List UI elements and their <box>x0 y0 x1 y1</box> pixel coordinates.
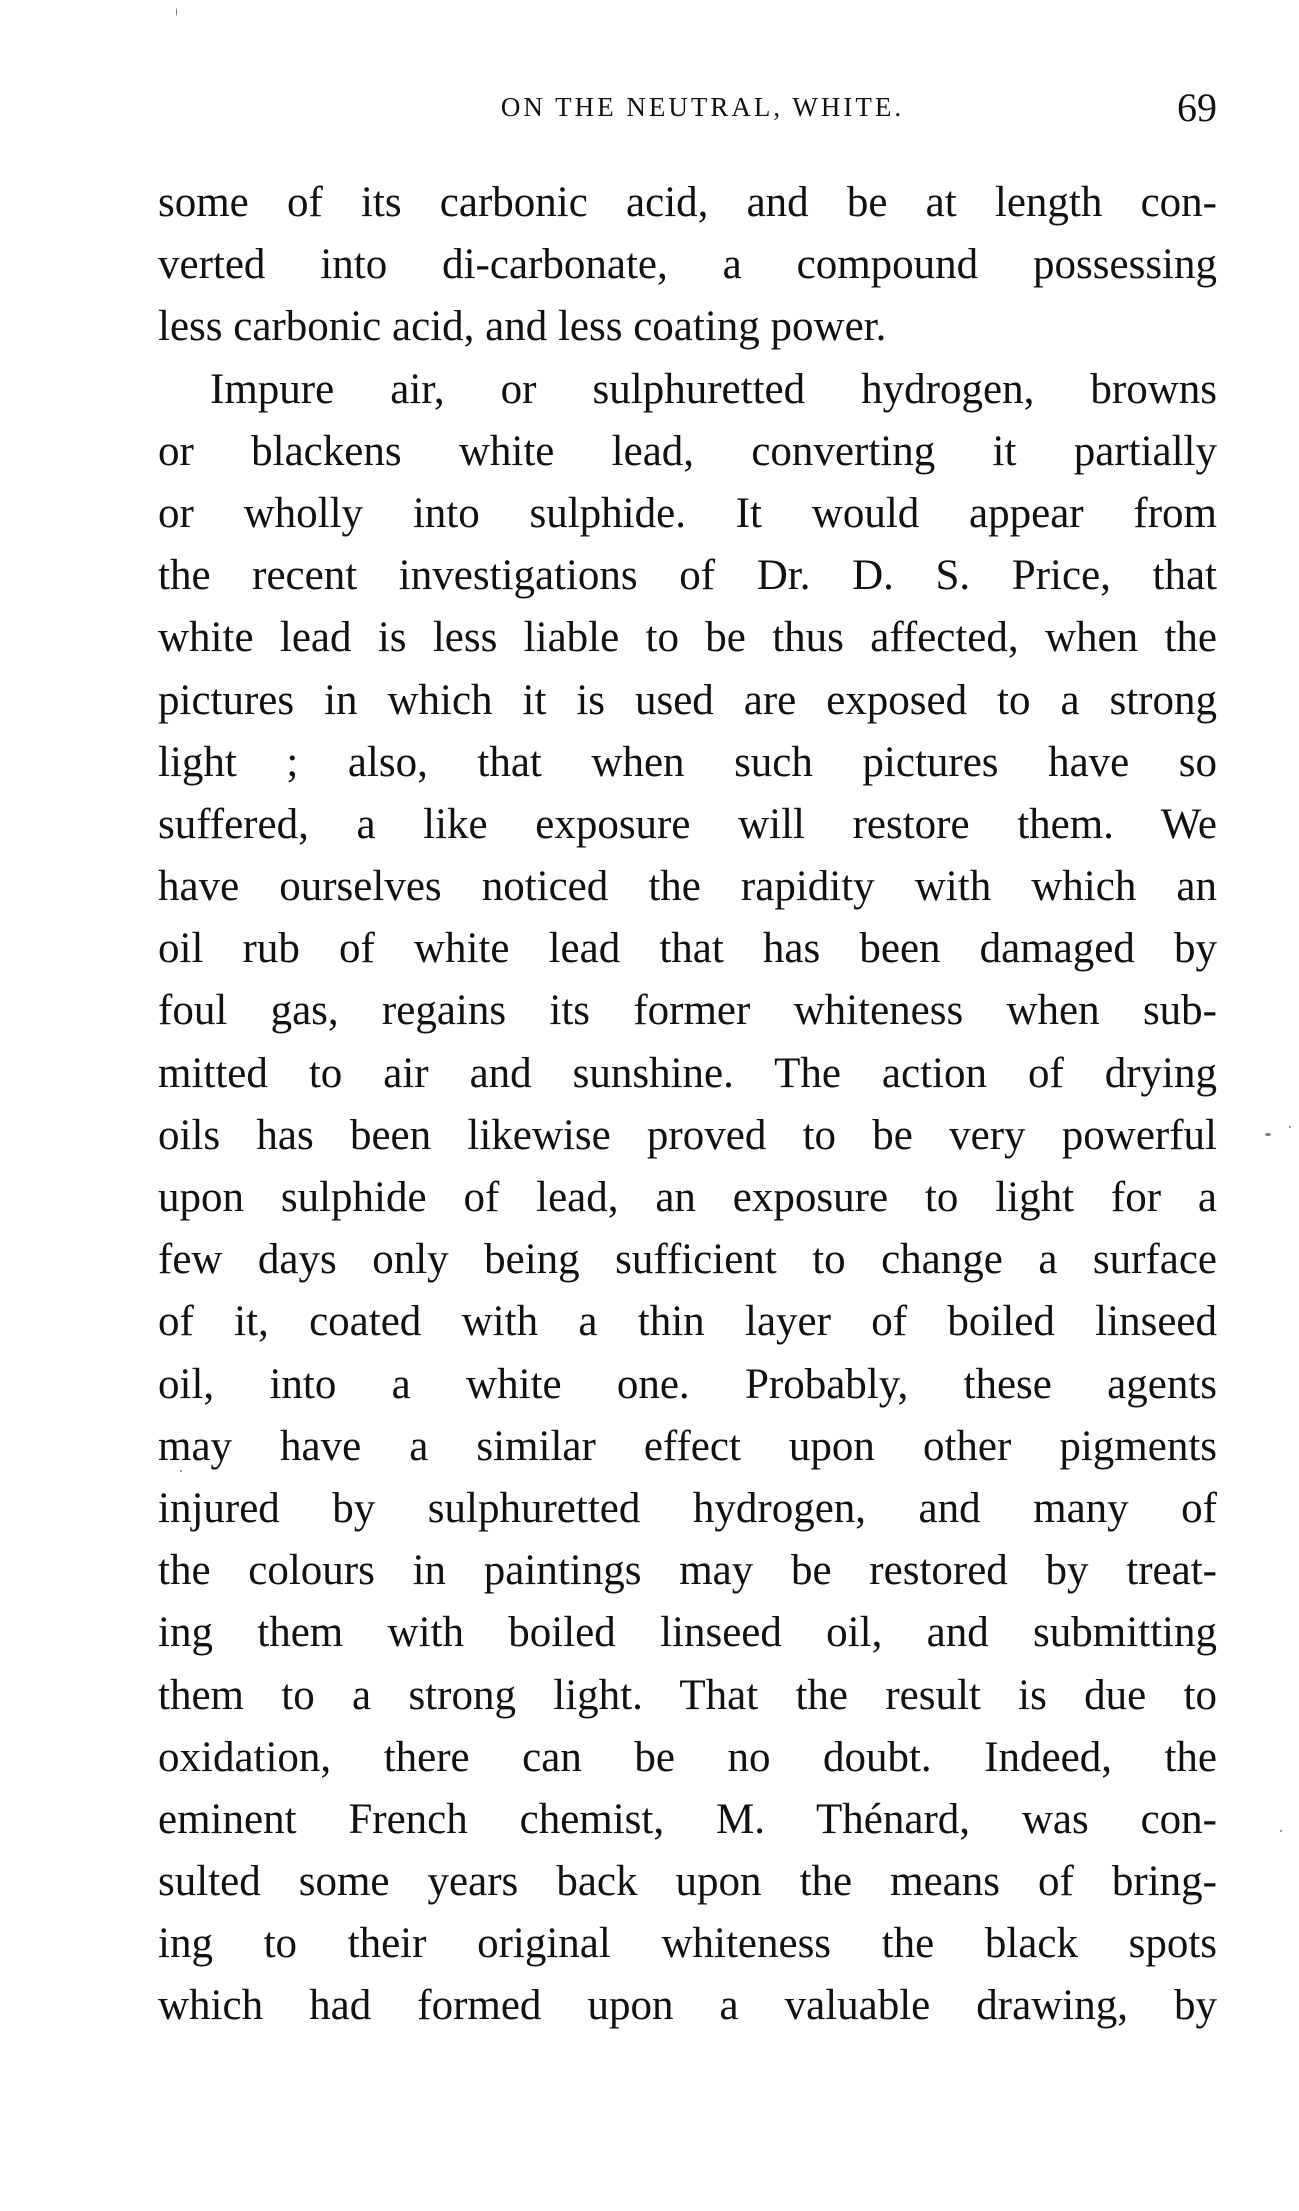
text-line: foul gas, regains its former whiteness when sub- <box>158 987 1217 1035</box>
text-line: them to a strong light. That the result is due to <box>158 1671 1217 1719</box>
scan-speck <box>176 8 177 16</box>
text-line: the colours in paintings may be restored by treat- <box>158 1547 1217 1595</box>
text-line: which had formed upon a valuable drawing, by <box>158 1982 1217 2030</box>
text-line: the recent investigations of Dr. D. S. Price, that <box>158 552 1217 600</box>
text-line: pictures in which it is used are exposed to a strong <box>158 676 1217 724</box>
scan-speck <box>1280 1830 1282 1832</box>
text-line: oil rub of white lead that has been damaged by <box>158 925 1217 973</box>
scan-speck <box>1265 1133 1271 1136</box>
text-line: oil, into a white one. Probably, these agents <box>158 1360 1217 1408</box>
text-line: mitted to air and sunshine. The action of drying <box>158 1049 1217 1097</box>
running-title: ON THE NEUTRAL, WHITE. <box>500 92 905 122</box>
text-line: or blackens white lead, converting it partially <box>158 427 1217 475</box>
text-line: ing them with boiled linseed oil, and submitting <box>158 1609 1217 1657</box>
paragraph-start-line: Impure air, or sulphuretted hydrogen, browns <box>210 365 1217 413</box>
text-line: ing to their original whiteness the black spots <box>158 1920 1217 1968</box>
scan-speck <box>180 1470 182 1472</box>
text-line: less carbonic acid, and less coating power. <box>158 303 887 351</box>
running-head <box>158 84 1217 134</box>
text-line: white lead is less liable to be thus affected, when the <box>158 614 1217 662</box>
text-line: few days only being sufficient to change a surface <box>158 1236 1217 1284</box>
body-text <box>158 172 1217 2038</box>
text-line: some of its carbonic acid, and be at length con- <box>158 179 1217 226</box>
text-line: suffered, a like exposure will restore them. We <box>158 800 1217 848</box>
text-line: have ourselves noticed the rapidity with which an <box>158 863 1217 911</box>
text-line: eminent French chemist, M. Thénard, was con- <box>158 1795 1217 1843</box>
text-line: may have a similar effect upon other pigments <box>158 1422 1217 1470</box>
text-line: oxidation, there can be no doubt. Indeed, the <box>158 1733 1217 1781</box>
scan-speck <box>1289 1126 1291 1128</box>
text-line: verted into di-carbonate, a compound possessing <box>158 241 1217 289</box>
text-line: upon sulphide of lead, an exposure to light for a <box>158 1174 1217 1221</box>
text-line: sulted some years back upon the means of bring- <box>158 1858 1217 1906</box>
text-line: of it, coated with a thin layer of boiled linseed <box>158 1298 1217 1346</box>
text-line: or wholly into sulphide. It would appear from <box>158 489 1217 537</box>
text-line: oils has been likewise proved to be very powerful <box>158 1111 1217 1159</box>
text-line: light ; also, that when such pictures have so <box>158 738 1217 786</box>
text-line: injured by sulphuretted hydrogen, and many of <box>158 1484 1217 1532</box>
page-number: 69 <box>1177 85 1217 130</box>
